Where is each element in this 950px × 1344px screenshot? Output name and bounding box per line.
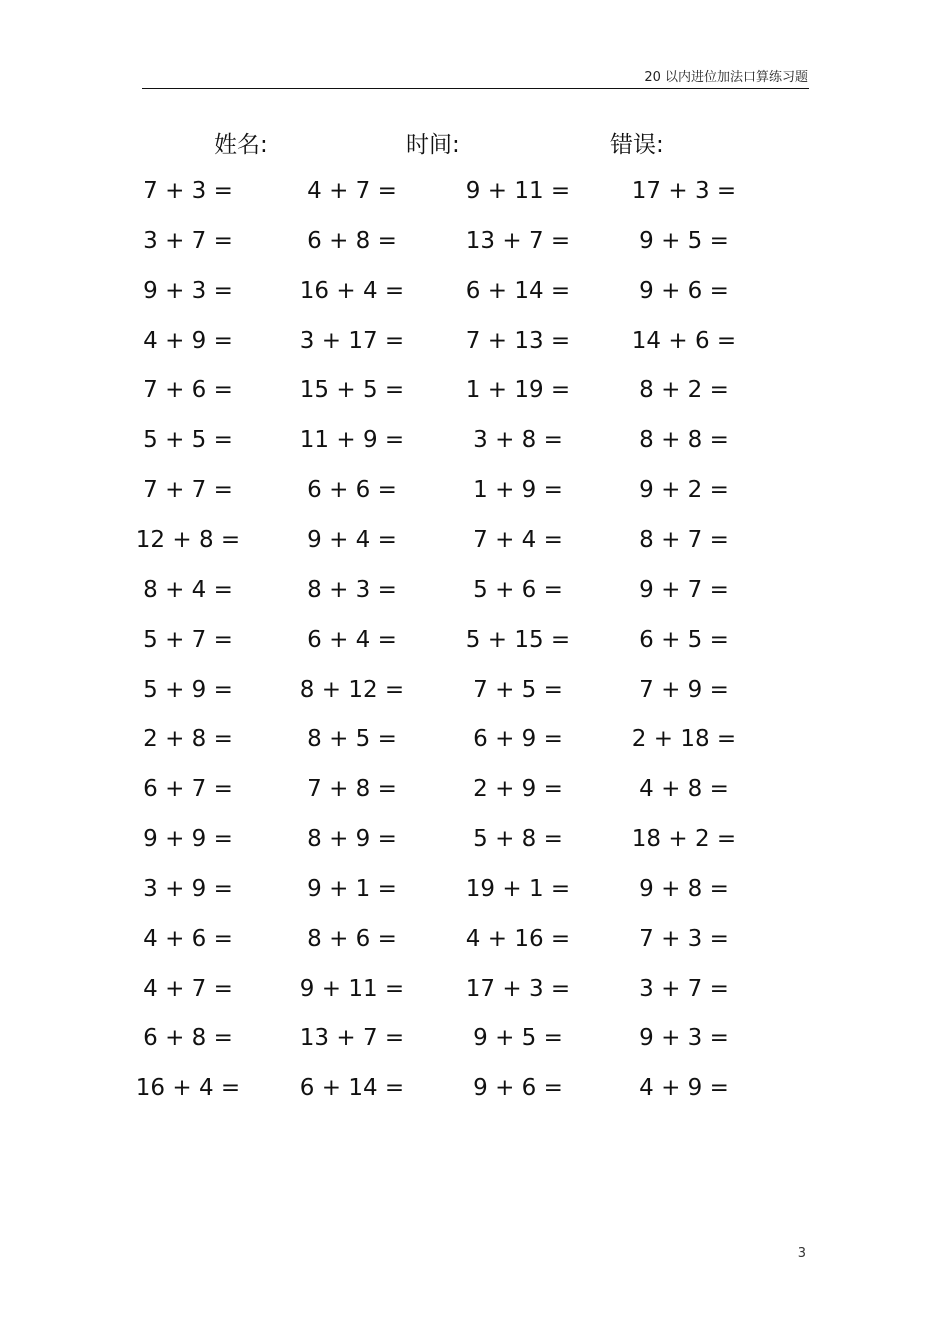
problem-item: 6 + 9 =	[473, 726, 563, 753]
problem-item: 19 + 1 =	[465, 875, 571, 902]
problem-item: 5 + 8 =	[473, 826, 563, 853]
problem-item: 15 + 5 =	[299, 377, 405, 404]
problem-item: 4 + 6 =	[143, 925, 233, 952]
problem-item: 3 + 17 =	[299, 327, 405, 354]
problem-item: 7 + 3 =	[143, 178, 233, 204]
problem-item: 9 + 6 =	[639, 277, 729, 304]
header-title: 20 以内进位加法口算练习题	[644, 70, 808, 85]
problem-item: 9 + 11 =	[299, 975, 405, 1002]
problem-item: 7 + 5 =	[473, 676, 563, 703]
problem-item: 4 + 9 =	[639, 1075, 729, 1102]
problem-item: 1 + 9 =	[473, 477, 563, 504]
problem-item: 11 + 9 =	[299, 427, 405, 454]
problem-item: 9 + 4 =	[307, 526, 397, 553]
problem-item: 9 + 2 =	[639, 477, 729, 504]
problem-item: 4 + 8 =	[639, 776, 729, 803]
errors-label: 错误:	[610, 132, 664, 158]
problem-item: 8 + 4 =	[143, 576, 233, 603]
problem-item: 9 + 5 =	[473, 1025, 563, 1052]
problem-item: 5 + 7 =	[143, 626, 233, 653]
problem-item: 6 + 14 =	[299, 1075, 405, 1102]
problem-item: 7 + 3 =	[639, 925, 729, 952]
problem-item: 2 + 18 =	[631, 726, 737, 753]
problem-item: 8 + 5 =	[307, 726, 397, 753]
problem-item: 5 + 15 =	[465, 626, 571, 653]
problem-item: 12 + 8 =	[135, 526, 241, 553]
problem-item: 4 + 7 =	[143, 975, 233, 1002]
problem-item: 2 + 9 =	[473, 776, 563, 803]
problem-item: 4 + 9 =	[143, 327, 233, 354]
problem-item: 8 + 12 =	[299, 676, 405, 703]
problem-item: 6 + 4 =	[307, 626, 397, 653]
page-number: 3	[797, 1246, 806, 1261]
problem-item: 9 + 3 =	[143, 277, 233, 304]
problem-item: 13 + 7 =	[299, 1025, 405, 1052]
problem-item: 3 + 9 =	[143, 875, 233, 902]
problem-item: 9 + 3 =	[639, 1025, 729, 1052]
problem-item: 9 + 1 =	[307, 875, 397, 902]
problem-item: 8 + 2 =	[639, 377, 729, 404]
problem-item: 7 + 9 =	[639, 676, 729, 703]
problem-item: 8 + 8 =	[639, 427, 729, 454]
problem-item: 16 + 4 =	[135, 1075, 241, 1102]
problem-item: 6 + 6 =	[307, 477, 397, 504]
problem-item: 6 + 8 =	[143, 1025, 233, 1052]
problem-item: 7 + 13 =	[465, 327, 571, 354]
problem-item: 13 + 7 =	[465, 227, 571, 254]
problem-item: 2 + 8 =	[143, 726, 233, 753]
problem-item: 6 + 5 =	[639, 626, 729, 653]
problem-item: 9 + 5 =	[639, 227, 729, 254]
problem-item: 7 + 6 =	[143, 377, 233, 404]
problem-item: 3 + 8 =	[473, 427, 563, 454]
problem-item: 4 + 7 =	[307, 178, 397, 204]
problem-item: 4 + 16 =	[465, 925, 571, 952]
problem-item: 9 + 8 =	[639, 875, 729, 902]
time-label: 时间:	[406, 132, 460, 158]
problem-item: 5 + 9 =	[143, 676, 233, 703]
problem-item: 1 + 19 =	[465, 377, 571, 404]
problem-item: 16 + 4 =	[299, 277, 405, 304]
problem-item: 17 + 3 =	[631, 178, 737, 204]
problem-item: 9 + 11 =	[465, 178, 571, 204]
problem-item: 5 + 5 =	[143, 427, 233, 454]
problem-item: 3 + 7 =	[639, 975, 729, 1002]
problem-item: 8 + 3 =	[307, 576, 397, 603]
problem-item: 14 + 6 =	[631, 327, 737, 354]
problem-item: 9 + 6 =	[473, 1075, 563, 1102]
problem-item: 7 + 4 =	[473, 526, 563, 553]
problem-item: 9 + 9 =	[143, 826, 233, 853]
problem-item: 8 + 6 =	[307, 925, 397, 952]
problem-item: 9 + 7 =	[639, 576, 729, 603]
problem-item: 6 + 14 =	[465, 277, 571, 304]
problem-item: 18 + 2 =	[631, 826, 737, 853]
name-label: 姓名:	[214, 132, 268, 158]
problem-item: 8 + 9 =	[307, 826, 397, 853]
problem-item: 5 + 6 =	[473, 576, 563, 603]
problem-item: 6 + 8 =	[307, 227, 397, 254]
problem-item: 8 + 7 =	[639, 526, 729, 553]
problem-item: 17 + 3 =	[465, 975, 571, 1002]
problem-item: 6 + 7 =	[143, 776, 233, 803]
problem-item: 7 + 8 =	[307, 776, 397, 803]
problem-item: 3 + 7 =	[143, 227, 233, 254]
problem-item: 7 + 7 =	[143, 477, 233, 504]
